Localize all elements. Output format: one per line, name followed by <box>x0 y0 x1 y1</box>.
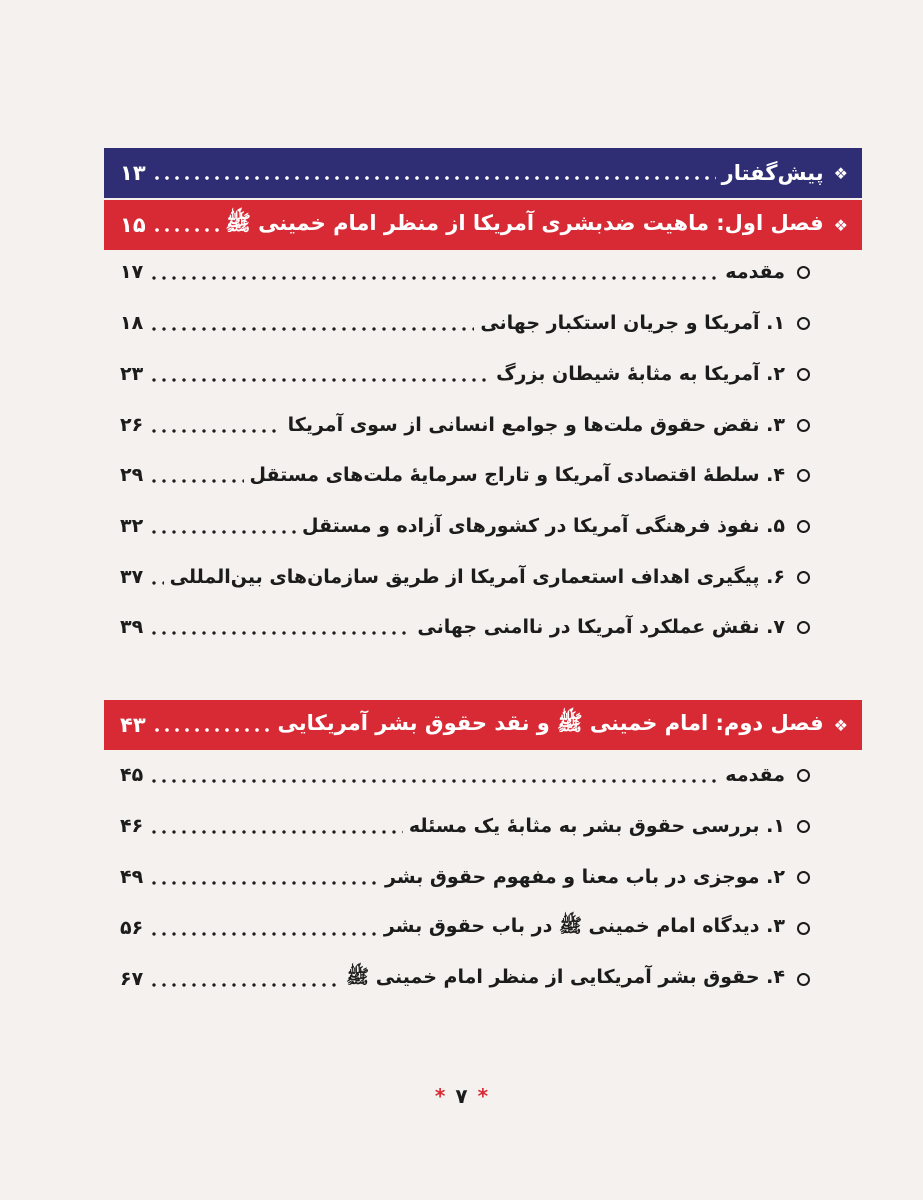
toc-entry-page: ۴۹ <box>120 866 144 888</box>
toc-entry-page: ۶۷ <box>120 968 144 990</box>
page-footer <box>0 1080 923 1112</box>
toc-entry[interactable] <box>104 252 816 292</box>
toc-entry[interactable] <box>104 557 816 597</box>
diamond-bullet-icon: ❖ <box>833 715 848 735</box>
dot-leader <box>149 479 243 483</box>
toc-entry[interactable] <box>104 354 816 394</box>
dot-leader <box>149 983 340 987</box>
toc-entry-text: ۷. نقش عملکرد آمریکا در ناامنی جهانی <box>417 616 785 638</box>
toc-entry-page: ۲۳ <box>120 363 144 385</box>
circle-bullet-icon <box>797 571 810 584</box>
dot-leader <box>149 631 411 635</box>
circle-bullet-icon <box>797 520 810 533</box>
circle-bullet-icon <box>797 419 810 432</box>
dot-leader <box>149 932 378 936</box>
toc-entry-text: ۱. بررسی حقوق بشر به مثابهٔ یک مسئله <box>408 815 785 837</box>
star-ornament-icon: * <box>434 1084 446 1108</box>
toc-entry-text: ۲. موجزی در باب معنا و مفهوم حقوق بشر <box>385 866 785 888</box>
dot-leader <box>149 581 163 585</box>
toc-entry-page: ۴۵ <box>120 764 144 786</box>
dot-leader <box>149 276 719 280</box>
star-ornament-icon: * <box>477 1084 489 1108</box>
toc-heading-page: ۱۵ <box>120 213 146 237</box>
toc-heading-title: پیش‌گفتار <box>721 161 824 185</box>
toc-entry-text: ۶. پیگیری اهداف استعماری آمریکا از طریق سازمان‌های بین‌المللی <box>169 566 785 588</box>
toc-heading-chapter-2[interactable] <box>104 700 862 750</box>
toc-entry-page: ۲۹ <box>120 464 144 486</box>
toc-entry[interactable] <box>104 755 816 795</box>
toc-entry-text: مقدمه <box>725 261 785 283</box>
toc-entry-page: ۴۶ <box>120 815 144 837</box>
circle-bullet-icon <box>797 922 810 935</box>
toc-entry-text: ۳. نقض حقوق ملت‌ها و جوامع انسانی از سوی آمریکا <box>287 414 785 436</box>
page-number: ۷ <box>455 1084 468 1108</box>
toc-heading-preface[interactable] <box>104 148 862 198</box>
toc-entry-text: ۵. نفوذ فرهنگی آمریکا در کشورهای آزاده و مستقل <box>302 515 785 537</box>
circle-bullet-icon <box>797 621 810 634</box>
toc-entry[interactable] <box>104 607 816 647</box>
toc-heading-chapter-1[interactable] <box>104 200 862 250</box>
dot-leader <box>149 429 281 433</box>
diamond-bullet-icon: ❖ <box>833 215 848 235</box>
toc-entry[interactable] <box>104 806 816 846</box>
toc-entry-page: ۱۸ <box>120 312 144 334</box>
toc-entry-text: ۳. دیدگاه امام خمینی ﷺ در باب حقوق بشر <box>383 915 785 937</box>
toc-entry-text: ۱. آمریکا و جریان استکبار جهانی <box>480 312 785 334</box>
toc-entry-text: ۲. آمریکا به مثابهٔ شیطان بزرگ <box>496 363 785 385</box>
toc-entry-text: ۴. حقوق بشر آمریکایی از منظر امام خمینی ﷺ <box>346 966 785 988</box>
dot-leader <box>149 378 490 382</box>
dot-leader <box>152 728 272 732</box>
toc-entry-page: ۳۹ <box>120 616 144 638</box>
toc-entry[interactable] <box>104 303 816 343</box>
dot-leader <box>152 228 220 232</box>
toc-entry-page: ۳۲ <box>120 515 144 537</box>
toc-entry[interactable] <box>104 506 816 546</box>
circle-bullet-icon <box>797 973 810 986</box>
toc-entry-page: ۲۶ <box>120 414 144 436</box>
toc-entry-text: مقدمه <box>725 764 785 786</box>
circle-bullet-icon <box>797 469 810 482</box>
circle-bullet-icon <box>797 368 810 381</box>
dot-leader <box>149 830 403 834</box>
circle-bullet-icon <box>797 871 810 884</box>
toc-heading-title: فصل دوم: امام خمینی ﷺ و نقد حقوق بشر آمریکایی <box>277 710 824 735</box>
circle-bullet-icon <box>797 820 810 833</box>
circle-bullet-icon <box>797 769 810 782</box>
circle-bullet-icon <box>797 266 810 279</box>
toc-entry[interactable] <box>104 959 816 999</box>
toc-entry-text: ۴. سلطهٔ اقتصادی آمریکا و تاراج سرمایهٔ ملت‌های مستقل <box>249 464 785 486</box>
toc-entry-page: ۱۷ <box>120 261 144 283</box>
toc-heading-page: ۱۳ <box>120 161 146 185</box>
diamond-bullet-icon: ❖ <box>833 163 848 183</box>
toc-heading-title: فصل اول: ماهیت ضدبشری آمریکا از منظر امام خمینی ﷺ <box>225 210 824 235</box>
toc-entry[interactable] <box>104 455 816 495</box>
dot-leader <box>149 881 379 885</box>
toc-entry-page: ۳۷ <box>120 566 144 588</box>
toc-entry-page: ۵۶ <box>120 917 144 939</box>
circle-bullet-icon <box>797 317 810 330</box>
toc-entry[interactable] <box>104 857 816 897</box>
toc-heading-page: ۴۳ <box>120 713 146 737</box>
toc-entry[interactable] <box>104 908 816 948</box>
dot-leader <box>149 327 474 331</box>
toc-entry[interactable] <box>104 405 816 445</box>
dot-leader <box>149 779 719 783</box>
dot-leader <box>152 176 716 180</box>
dot-leader <box>149 530 296 534</box>
